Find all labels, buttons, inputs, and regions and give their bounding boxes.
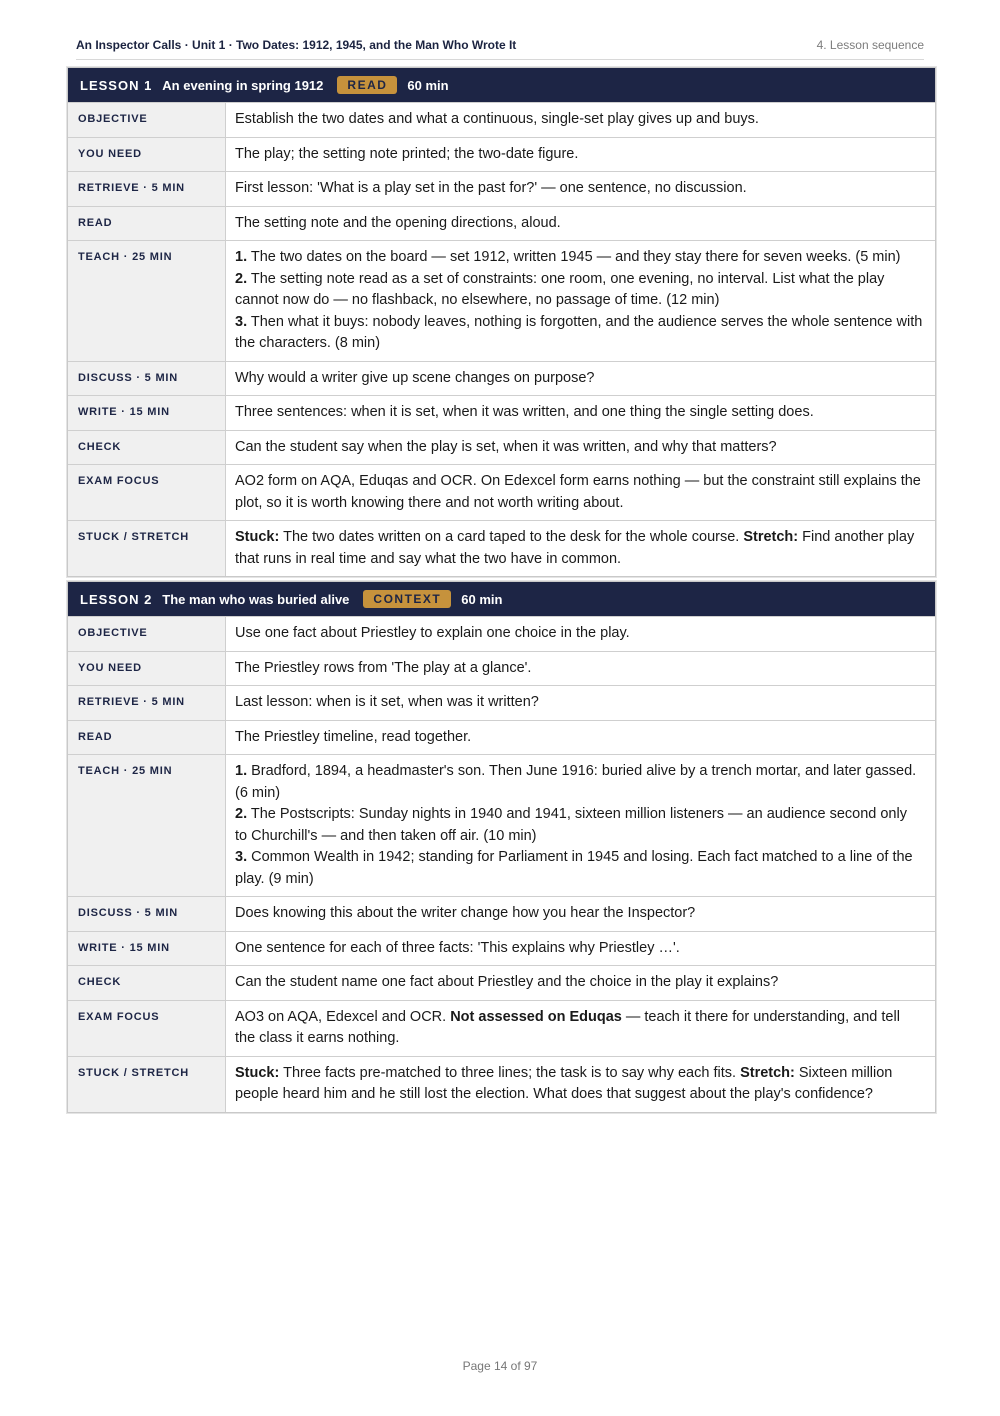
row-label: TEACH · 25 MIN xyxy=(68,755,226,897)
discuss-text: Why would a writer give up scene changes on purpose? xyxy=(226,361,936,396)
table-row xyxy=(68,651,935,686)
table-row xyxy=(68,103,935,138)
stretch-text: Find another play that runs in real time and say what the two have in common. xyxy=(235,529,915,567)
check-text: Can the student name one fact about Priestley and the choice in the play it explains? xyxy=(226,966,936,1001)
lesson-header xyxy=(68,582,935,616)
step-number: 1. xyxy=(235,249,248,265)
objective-text: Use one fact about Priestley to explain one choice in the play. xyxy=(226,617,936,652)
exam-focus-text: AO2 form on AQA, Eduqas and OCR. On Edexcel form earns nothing — but the constraint still explains the plot, so it is worth knowing there and not worth writing about. xyxy=(226,465,936,521)
lesson-table xyxy=(68,102,935,576)
retrieve-text: First lesson: 'What is a play set in the past for?' — one sentence, no discussion. xyxy=(226,172,936,207)
lesson-2-card xyxy=(67,581,936,1113)
lesson-title: An evening in spring 1912 xyxy=(162,77,324,93)
step-number: 1. xyxy=(235,763,248,779)
teach-steps xyxy=(226,755,936,897)
row-label: TEACH · 25 MIN xyxy=(68,241,226,362)
step-text: The two dates on the board — set 1912, written 1945 — and they stay there for seven weeks. (5 min) xyxy=(247,249,901,265)
table-row xyxy=(68,931,935,966)
write-text: One sentence for each of three facts: 'This explains why Priestley …'. xyxy=(226,931,936,966)
you-need-text: The Priestley rows from 'The play at a glance'. xyxy=(226,651,936,686)
teach-step xyxy=(235,312,923,355)
table-row xyxy=(68,720,935,755)
step-text: The Postscripts: Sunday nights in 1940 and 1941, sixteen million listeners — an audience second only to Churchill's — and then taken off air. (10 min) xyxy=(235,806,907,844)
row-label: YOU NEED xyxy=(68,137,226,172)
table-row xyxy=(68,206,935,241)
row-label: READ xyxy=(68,206,226,241)
exam-focus-text xyxy=(226,1000,936,1056)
step-number: 3. xyxy=(235,313,248,330)
table-row xyxy=(68,1056,935,1112)
stuck-stretch-text xyxy=(226,1056,936,1112)
row-label: CHECK xyxy=(68,430,226,465)
lesson-duration: 60 min xyxy=(407,77,449,93)
read-text: The Priestley timeline, read together. xyxy=(226,720,936,755)
row-label: STUCK / STRETCH xyxy=(68,521,226,577)
stretch-heading: Stretch: xyxy=(740,1064,795,1081)
table-row xyxy=(68,137,935,172)
stuck-heading: Stuck: xyxy=(235,529,280,545)
table-row xyxy=(68,897,935,932)
section-label: 4. Lesson sequence xyxy=(816,38,924,52)
teach-steps xyxy=(226,241,936,362)
step-text: The setting note read as a set of constraints: one room, one evening, no interval. List what the play cannot now do — no flashback, no elsewhere, no passage of time. (12 min) xyxy=(235,270,885,308)
row-label: DISCUSS · 5 MIN xyxy=(68,897,226,932)
row-label: CHECK xyxy=(68,966,226,1001)
discuss-text: Does knowing this about the writer change how you hear the Inspector? xyxy=(226,897,936,932)
objective-text: Establish the two dates and what a continuous, single-set play gives up and buys. xyxy=(226,103,936,138)
table-row xyxy=(68,617,935,652)
stuck-text: The two dates written on a card taped to the desk for the whole course. xyxy=(279,529,744,545)
lesson-1-card xyxy=(67,67,936,577)
row-label: STUCK / STRETCH xyxy=(68,1056,226,1112)
lesson-number: LESSON 2 xyxy=(80,591,153,607)
you-need-text: The play; the setting note printed; the two-date figure. xyxy=(226,137,936,172)
step-number: 2. xyxy=(235,270,248,287)
table-row xyxy=(68,172,935,207)
row-label: OBJECTIVE xyxy=(68,103,226,138)
table-row xyxy=(68,966,935,1001)
row-label: DISCUSS · 5 MIN xyxy=(68,361,226,396)
teach-step xyxy=(235,269,923,312)
exam-focus-part: — teach it there for understanding, and tell the class it earns nothing. xyxy=(235,1008,900,1046)
stretch-heading: Stretch: xyxy=(743,529,799,545)
table-row xyxy=(68,1000,935,1056)
stuck-text: Three facts pre-matched to three lines; the task is to say why each fits. xyxy=(279,1064,741,1081)
exam-focus-emphasis: Not assessed on Eduqas xyxy=(450,1008,622,1025)
running-header xyxy=(76,37,924,60)
table-row xyxy=(68,430,935,465)
stuck-heading: Stuck: xyxy=(235,1064,280,1081)
table-row xyxy=(68,686,935,721)
retrieve-text: Last lesson: when is it set, when was it written? xyxy=(226,686,936,721)
lesson-number: LESSON 1 xyxy=(80,77,153,93)
teach-step xyxy=(235,847,923,890)
row-label: RETRIEVE · 5 MIN xyxy=(68,686,226,721)
lesson-tag-badge: CONTEXT xyxy=(363,590,451,608)
teach-step xyxy=(235,804,923,847)
lesson-table xyxy=(68,616,935,1112)
page-number: Page 14 of 97 xyxy=(462,1359,538,1373)
lesson-header xyxy=(68,68,935,102)
step-text: Bradford, 1894, a headmaster's son. Then June 1916: buried alive by a trench mortar, and later gassed. (6 min) xyxy=(235,763,917,801)
stretch-text: Sixteen million people heard him and he still lost the election. What does that suggest about the play's confidence? xyxy=(235,1064,893,1102)
row-label: EXAM FOCUS xyxy=(68,465,226,521)
check-text: Can the student say when the play is set, when it was written, and why that matters? xyxy=(226,430,936,465)
step-text: Then what it buys: nobody leaves, nothing is forgotten, and the audience serves the whole sentence with the characters. (8 min) xyxy=(235,313,923,351)
lesson-title: The man who was buried alive xyxy=(162,591,350,607)
table-row xyxy=(68,361,935,396)
row-label: OBJECTIVE xyxy=(68,617,226,652)
row-label: YOU NEED xyxy=(68,651,226,686)
lesson-duration: 60 min xyxy=(461,591,503,607)
stuck-stretch-text xyxy=(226,521,936,577)
row-label: EXAM FOCUS xyxy=(68,1000,226,1056)
table-row xyxy=(68,755,935,897)
lesson-tag-badge: READ xyxy=(337,76,397,94)
row-label: WRITE · 15 MIN xyxy=(68,396,226,431)
table-row xyxy=(68,521,935,577)
row-label: RETRIEVE · 5 MIN xyxy=(68,172,226,207)
step-number: 2. xyxy=(235,806,248,822)
teach-step xyxy=(235,247,923,269)
table-row xyxy=(68,241,935,362)
exam-focus-part: AO3 on AQA, Edexcel and OCR. xyxy=(235,1008,451,1025)
write-text: Three sentences: when it is set, when it was written, and one thing the single setting does. xyxy=(226,396,936,431)
read-text: The setting note and the opening directions, aloud. xyxy=(226,206,936,241)
step-text: Common Wealth in 1942; standing for Parliament in 1945 and losing. Each fact matched to a line of the play. (9 min) xyxy=(235,849,913,887)
row-label: READ xyxy=(68,720,226,755)
document-title: An Inspector Calls · Unit 1 · Two Dates: 1912, 1945, and the Man Who Wrote It xyxy=(76,38,517,52)
table-row xyxy=(68,396,935,431)
table-row xyxy=(68,465,935,521)
row-label: WRITE · 15 MIN xyxy=(68,931,226,966)
teach-step xyxy=(235,761,923,804)
step-number: 3. xyxy=(235,849,248,865)
